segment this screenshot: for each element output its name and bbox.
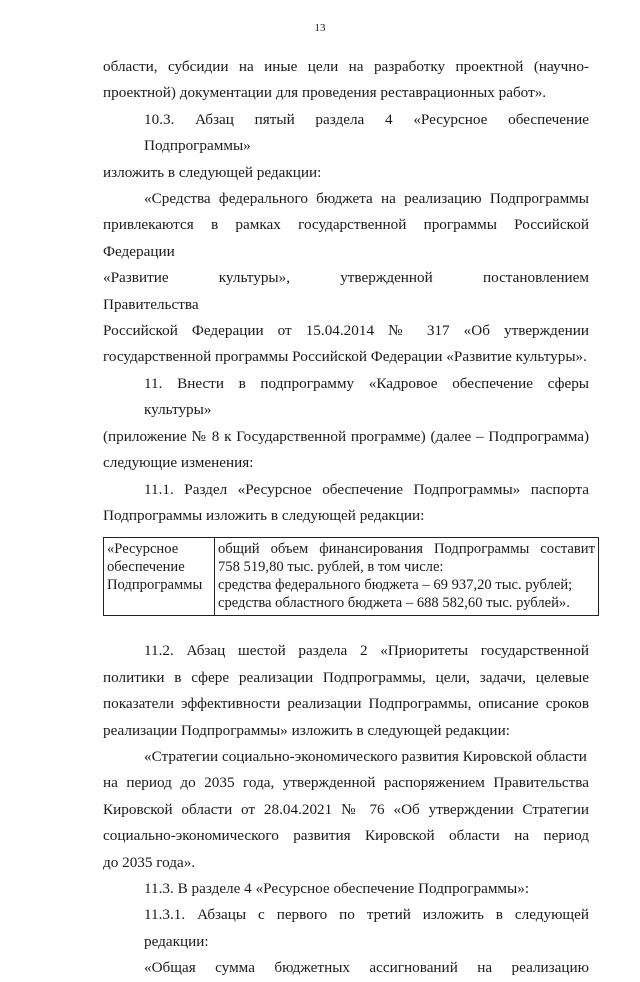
resource-table [103, 537, 599, 616]
text-line: области, субсидии на иные цели на разработку проектной (научно- [103, 58, 589, 75]
text-line: Российской Федерации от 15.04.2014 № 317 «Об утверждении [103, 322, 589, 340]
cell-line: средства областного бюджета – 688 582,60 тыс. рублей». [218, 595, 570, 612]
text-line: следующие изменения: [103, 454, 254, 472]
text-line: Подпрограммы изложить в следующей редакции: [103, 506, 425, 524]
text-line: 10.3. Абзац пятый раздела 4 «Ресурсное обеспечение Подпрограммы» [144, 110, 589, 155]
paragraph-quote-federal [103, 186, 589, 371]
text-line: государственной программы Российской Федерации «Развитие культуры». [103, 348, 587, 366]
cell-line: 758 519,80 тыс. рублей, в том числе: [218, 559, 444, 576]
paragraph-11-1 [103, 477, 589, 530]
spacer [103, 616, 589, 638]
text-line: «Общая сумма бюджетных ассигнований на реализацию [144, 959, 589, 977]
text-line: Кировской области от 28.04.2021 № 76 «Об утверждении Стратегии [103, 800, 589, 818]
text-line: 11.1. Раздел «Ресурсное обеспечение Подпрограммы» паспорта [144, 480, 589, 498]
paragraph-continuation [103, 54, 589, 107]
text-line: изложить в следующей редакции: [103, 163, 322, 181]
cell-line: Подпрограммы [107, 577, 203, 594]
text-line: политики в сфере реализации Подпрограммы, цели, задачи, целевые [103, 668, 589, 686]
paragraph-10-3 [103, 107, 589, 186]
text-line: проектной) документации для проведения реставрационных работ». [103, 84, 547, 102]
paragraph-11-3 [103, 876, 589, 902]
page-number: 13 [314, 22, 326, 34]
text-line: «Средства федерального бюджета на реализацию Подпрограммы [144, 190, 589, 208]
text-line: 11. Внести в подпрограмму «Кадровое обеспечение сферы культуры» [144, 374, 589, 419]
text-line: на период до 2035 года, утвержденной распоряжением Правительства [103, 774, 589, 792]
table-cell-value [215, 538, 599, 616]
cell-line: средства федерального бюджета – 69 937,20 тыс. рублей; [218, 577, 573, 594]
paragraph-11-3-1 [103, 902, 589, 955]
table-cell-label [104, 538, 215, 616]
text-line: (приложение № 8 к Государственной программе) (далее – Подпрограмма) [103, 427, 589, 445]
text-line: «Стратегии социально-экономического развития Кировской области [144, 747, 587, 765]
text-line: 11.3.1. Абзацы с первого по третий изложить в следующей редакции: [144, 906, 589, 950]
paragraph-11-2 [103, 638, 589, 744]
text-line: показатели эффективности реализации Подпрограммы, описание сроков [103, 695, 589, 713]
text-line: «Развитие культуры», утвержденной постановлением Правительства [103, 269, 589, 313]
text-line: 11.3. В разделе 4 «Ресурсное обеспечение Подпрограммы»: [144, 879, 530, 897]
text-line: 11.2. Абзац шестой раздела 2 «Приоритеты государственной [144, 642, 589, 660]
text-line: реализации Подпрограммы» изложить в следующей редакции: [103, 721, 510, 739]
text-line: привлекаются в рамках государственной программы Российской Федерации [103, 216, 589, 260]
table-row [104, 538, 599, 616]
paragraph-11 [103, 371, 589, 477]
cell-line: общий объем финансирования Подпрограммы составит [218, 541, 595, 558]
text-line: до 2035 года». [103, 853, 196, 871]
paragraph-quote-strategy [103, 744, 589, 876]
text-line: социально-экономического развития Кировской области на период [103, 827, 589, 845]
cell-line: «Ресурсное [107, 541, 179, 558]
paragraph-total-sum [103, 955, 589, 981]
document-body [103, 54, 595, 982]
cell-line: обеспечение [107, 559, 185, 576]
